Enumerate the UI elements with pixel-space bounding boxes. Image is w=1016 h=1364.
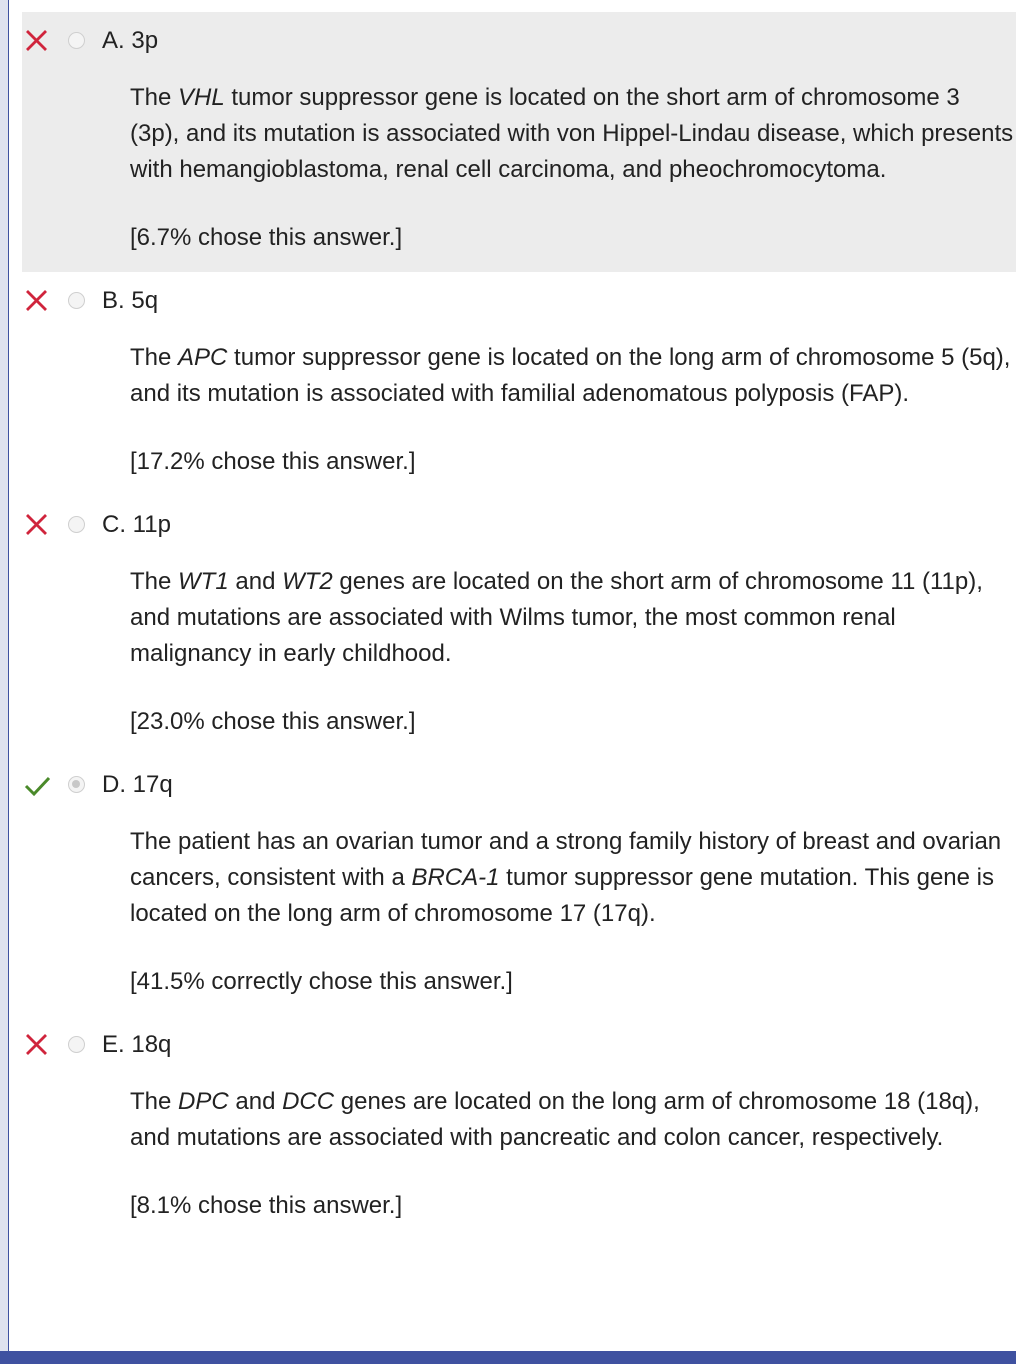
explanation-text: The — [130, 1088, 179, 1115]
explanation-text: genes are located on the short arm of chromosome 11 (11p), and mutations are associated with Wilms tumor, the most common renal malignancy in early childhood. — [130, 568, 983, 667]
radio-button[interactable] — [68, 516, 85, 533]
option-percent: [23.0% chose this answer.] — [130, 708, 416, 735]
option-explanation — [130, 340, 1014, 412]
option-percent: [6.7% chose this answer.] — [130, 224, 403, 251]
answer-option[interactable] — [22, 756, 1016, 1016]
radio-button[interactable] — [68, 32, 85, 49]
option-percent: [8.1% chose this answer.] — [130, 1192, 403, 1219]
answer-option[interactable] — [22, 12, 1016, 272]
option-header — [22, 767, 1016, 803]
option-label: A. 3p — [102, 27, 159, 54]
answer-options-list — [22, 12, 1016, 1240]
option-percent: [41.5% correctly chose this answer.] — [130, 968, 513, 995]
bottom-toolbar — [0, 1351, 1016, 1364]
explanation-text: and — [228, 568, 283, 595]
explanation-text: genes are located on the long arm of chromosome 18 (18q), and mutations are associated with pancreatic and colon cancer, respectively. — [130, 1088, 980, 1151]
explanation-text: tumor suppressor gene is located on the short arm of chromosome 3 (3p), and its mutation is associated with von Hippel-Lindau disease, which presents with hemangioblastoma, renal cell carcinoma, and pheochromocytoma. — [130, 84, 1014, 183]
option-percent: [17.2% chose this answer.] — [130, 448, 416, 475]
gene-name: WT1 — [178, 568, 229, 595]
explanation-text: and — [228, 1088, 283, 1115]
option-header — [22, 283, 1016, 319]
option-explanation — [130, 80, 1014, 188]
option-label: E. 18q — [102, 1031, 172, 1058]
left-sidebar-edge — [0, 0, 9, 1351]
radio-button[interactable] — [68, 1036, 85, 1053]
explanation-text: The — [130, 344, 179, 371]
gene-name: APC — [178, 344, 228, 371]
explanation-text: The patient has an ovarian tumor and a strong family history of breast and ovarian cancers, consistent with a — [130, 828, 1002, 891]
radio-selected-dot — [72, 780, 80, 788]
option-label: B. 5q — [102, 287, 159, 314]
explanation-text: tumor suppressor gene is located on the long arm of chromosome 5 (5q), and its mutation is associated with familial adenomatous polyposis (FAP). — [130, 344, 1011, 407]
radio-button[interactable] — [68, 776, 85, 793]
radio-button[interactable] — [68, 292, 85, 309]
x-icon — [24, 288, 50, 314]
option-label: C. 11p — [102, 511, 171, 538]
explanation-text: tumor suppressor gene mutation. This gene is located on the long arm of chromosome 17 (17q). — [130, 864, 994, 927]
gene-name: DPC — [178, 1088, 229, 1115]
answer-option[interactable] — [22, 272, 1016, 496]
option-explanation — [130, 564, 1014, 672]
gene-name: WT2 — [282, 568, 333, 595]
option-header — [22, 23, 1016, 59]
x-icon — [24, 512, 50, 538]
answer-option[interactable] — [22, 496, 1016, 756]
explanation-text: The — [130, 568, 179, 595]
option-header — [22, 507, 1016, 543]
option-explanation — [130, 1084, 1014, 1156]
explanation-text: The — [130, 84, 179, 111]
gene-name: DCC — [282, 1088, 335, 1115]
answer-option[interactable] — [22, 1016, 1016, 1240]
option-label: D. 17q — [102, 771, 173, 798]
gene-name: VHL — [178, 84, 225, 111]
check-icon — [24, 772, 50, 798]
option-explanation — [130, 824, 1014, 932]
x-icon — [24, 28, 50, 54]
option-header — [22, 1027, 1016, 1063]
x-icon — [24, 1032, 50, 1058]
gene-name: BRCA-1 — [411, 864, 500, 891]
